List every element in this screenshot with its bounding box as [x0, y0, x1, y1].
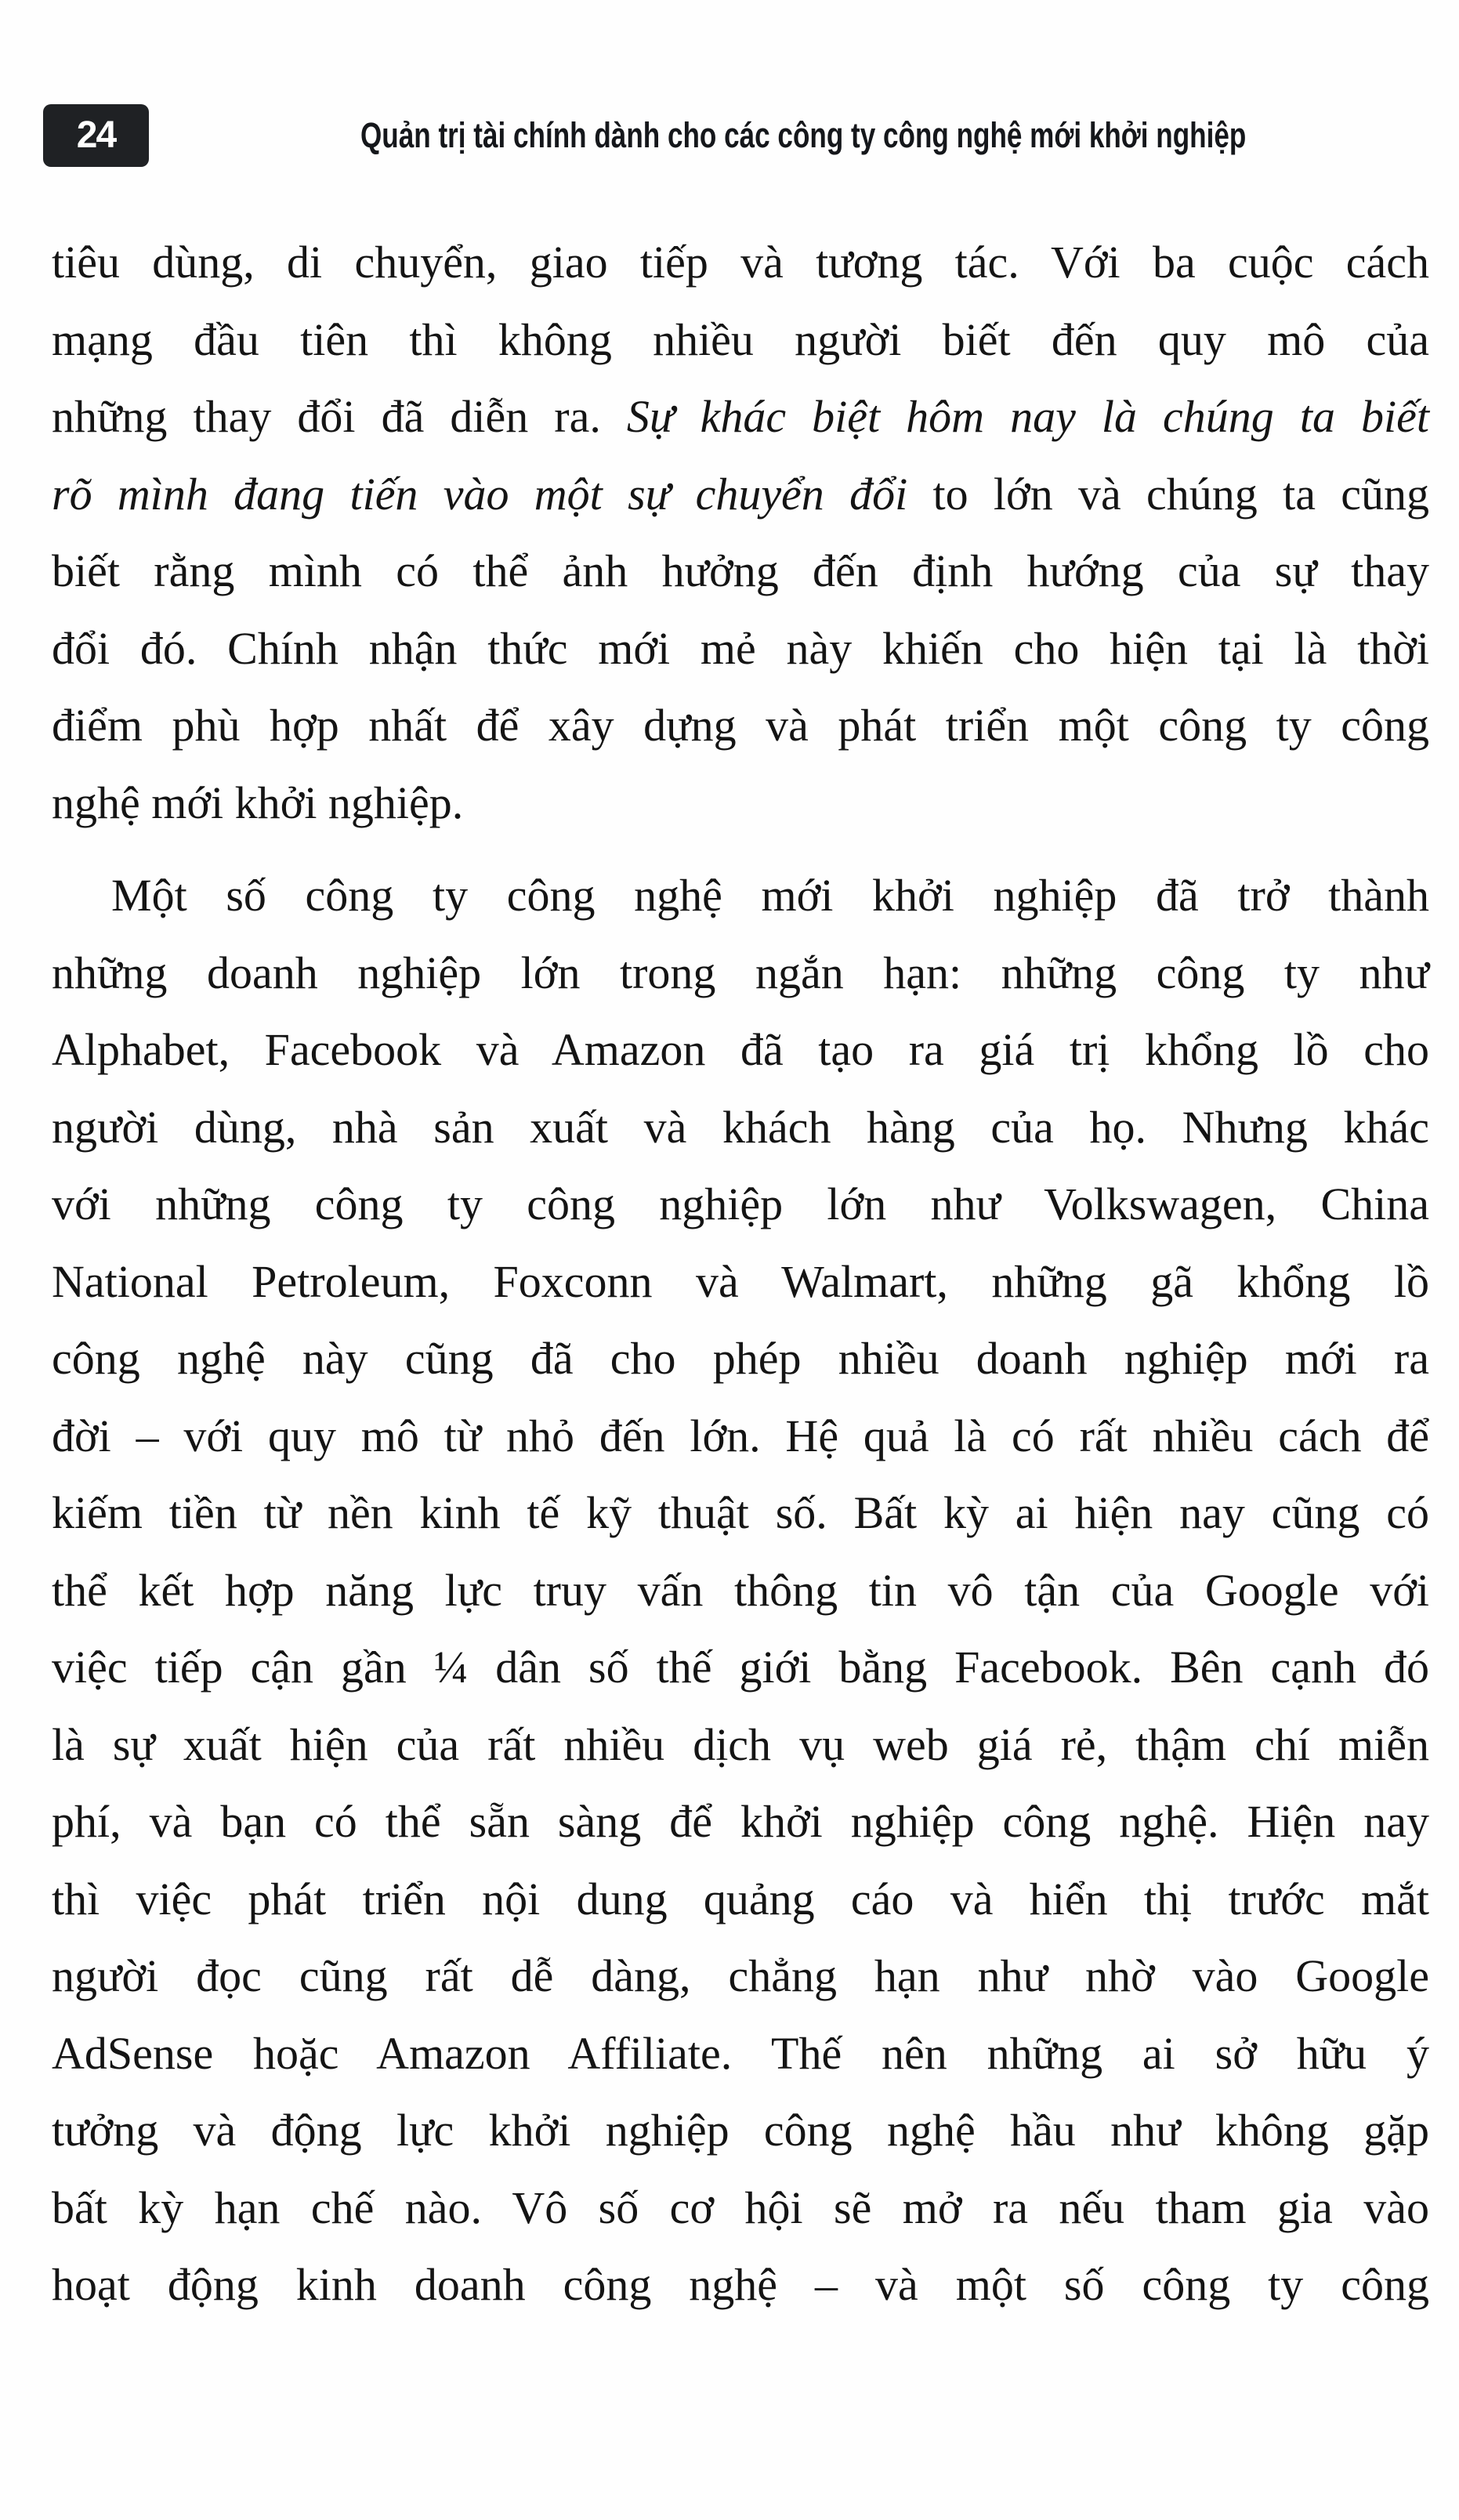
- text-line: đổi đó. Chính nhận thức mới mẻ này khiến cho hiện tại là thời: [52, 622, 1429, 674]
- emphasized-text: rõ mình đang tiến vào một sự chuyển đổi: [52, 468, 908, 520]
- text-line: Alphabet, Facebook và Amazon đã tạo ra giá trị khổng lồ cho: [52, 1024, 1429, 1075]
- emphasized-text: Sự khác biệt hôm nay là chúng ta biết: [626, 391, 1429, 442]
- text-line: mạng đầu tiên thì không nhiều người biết đến quy mô của: [52, 313, 1429, 365]
- text-line: những doanh nghiệp lớn trong ngắn hạn: những công ty như: [52, 947, 1429, 998]
- text-line: National Petroleum, Foxconn và Walmart, những gã khổng lồ: [52, 1255, 1429, 1307]
- text-line: AdSense hoặc Amazon Affiliate. Thế nên những ai sở hữu ý: [52, 2027, 1429, 2079]
- text-line: kiếm tiền từ nền kinh tế kỹ thuật số. Bất kỳ ai hiện nay cũng có: [52, 1487, 1429, 1538]
- text-line: Một số công ty công nghệ mới khởi nghiệp đã trở thành: [111, 870, 1429, 921]
- page-header: [43, 104, 1438, 167]
- text-line: người đọc cũng rất dễ dàng, chẳng hạn như nhờ vào Google: [52, 1950, 1429, 2001]
- page-number-badge: 24: [43, 104, 149, 167]
- text-span: to lớn và chúng ta cũng: [907, 468, 1429, 520]
- paragraph-spacer: [52, 842, 1429, 857]
- text-line: phí, và bạn có thể sẵn sàng để khởi nghiệp công nghệ. Hiện nay: [52, 1796, 1429, 1847]
- text-line: việc tiếp cận gần ¼ dân số thế giới bằng Facebook. Bên cạnh đó: [52, 1642, 1429, 1693]
- text-line: tiêu dùng, di chuyển, giao tiếp và tương tác. Với ba cuộc cách: [52, 237, 1429, 288]
- paragraph-2: [52, 857, 1429, 2324]
- text-line: người dùng, nhà sản xuất và khách hàng của họ. Nhưng khác: [52, 1101, 1429, 1153]
- text-line: là sự xuất hiện của rất nhiều dịch vụ web giá rẻ, thậm chí miễn: [52, 1718, 1429, 1770]
- running-title: Quản trị tài chính dành cho các công ty công nghệ mới khởi nghiệp: [360, 115, 1247, 155]
- text-line: [52, 456, 1429, 534]
- text-span: những thay đổi đã diễn ra.: [52, 391, 627, 442]
- text-line: đời – với quy mô từ nhỏ đến lớn. Hệ quả là có rất nhiều cách để: [52, 1410, 1429, 1461]
- text-line: với những công ty công nghiệp lớn như Volkswagen, China: [52, 1179, 1429, 1229]
- text-line: công nghệ này cũng đã cho phép nhiều doanh nghiệp mới ra: [52, 1333, 1429, 1384]
- text-line: biết rằng mình có thể ảnh hưởng đến định hướng của sự thay: [52, 545, 1429, 596]
- text-line: nghệ mới khởi nghiệp.: [52, 777, 464, 828]
- text-line: hoạt động kinh doanh công nghệ – và một số công ty công: [52, 2259, 1429, 2310]
- text-line: điểm phù hợp nhất để xây dựng và phát triển một công ty công: [52, 700, 1429, 751]
- paragraph-1: [52, 224, 1429, 842]
- text-line: bất kỳ hạn chế nào. Vô số cơ hội sẽ mở ra nếu tham gia vào: [52, 2181, 1429, 2233]
- text-line: thì việc phát triển nội dung quảng cáo và hiển thị trước mắt: [52, 1873, 1429, 1924]
- text-line: [52, 378, 1429, 456]
- text-line: thể kết hợp năng lực truy vấn thông tin vô tận của Google với: [52, 1564, 1429, 1616]
- text-line: tưởng và động lực khởi nghiệp công nghệ hầu như không gặp: [52, 2105, 1429, 2156]
- body-text: [52, 224, 1429, 2324]
